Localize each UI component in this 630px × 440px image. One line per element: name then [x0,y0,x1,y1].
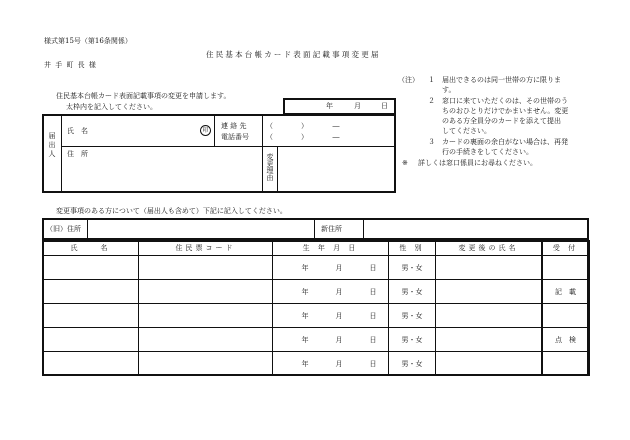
change-reason-field[interactable] [279,148,394,190]
instruction-text: 太枠内を記入してください。 [66,103,157,111]
date-unit-label: 月 [335,263,343,272]
date-day-label: 日 [381,102,388,110]
note-number: ３ [428,138,435,146]
date-unit-label: 日 [369,287,377,296]
date-unit-label: 日 [369,263,377,272]
applicant-side-label: 届出人 [48,132,56,159]
notes-heading: （注） [398,76,419,84]
date-unit-label: 日 [369,335,377,344]
reception-cell: 記 載 [542,280,590,304]
note-line: のある方全員分のカードを添えて提出 [442,117,561,125]
reception-cell: 点 検 [542,328,590,352]
contact-label: 連 絡 先 [221,122,247,130]
address-field[interactable] [100,148,260,190]
note-line: カードの裏面の余白がない場合は、再発 [442,138,568,146]
sex-cell[interactable]: 男・女 [389,352,436,376]
date-month-label: 月 [354,102,361,110]
form-title: 住民基本台帳カード表面記載事項変更届 [206,50,381,59]
addressee: 井 手 町 長 様 [44,61,97,69]
date-box[interactable] [283,98,396,115]
header-resident-code: 住民票コード [139,241,273,256]
header-birthdate: 生 年 月 日 [273,241,389,256]
note-line: 窓口に来ていただくのは、その世帯のう [442,97,568,105]
new-address-field[interactable] [365,220,587,238]
note-item [398,158,593,168]
sex-cell[interactable]: 男・女 [389,280,436,304]
change-reason-label: 変更理由 [266,153,274,181]
form-number: 様式第15号（第16条関係） [44,37,132,45]
header-name: 氏 名 [43,241,139,256]
sex-cell[interactable]: 男・女 [389,256,436,280]
note-number: ２ [428,97,435,105]
note-line: ちのおひとりだけでかまいません。変更 [442,107,569,115]
name-field[interactable] [100,118,213,144]
date-unit-label: 年 [301,335,309,344]
date-unit-label: 月 [335,359,343,368]
intro-text: 住民基本台帳カード表面記載事項の変更を申請します。 [56,92,231,100]
date-unit-label: 月 [335,287,343,296]
note-line: す。 [442,86,456,94]
seal-icon: 印 [200,125,211,136]
header-reception: 受 付 [542,241,590,256]
header-new-name: 変更後の氏名 [436,241,542,256]
date-unit-label: 日 [369,359,377,368]
sex-cell[interactable]: 男・女 [389,304,436,328]
note-number: ※ [402,159,408,167]
new-address-label: 新住所 [321,225,342,233]
header-sex: 性 別 [389,241,436,256]
table-frame [42,240,589,376]
change-instruction: 変更事項のある方について（届出人も含めて）下記に記入してください。 [56,207,287,215]
note-item [398,137,593,157]
address-label: 住 所 [67,150,88,158]
note-line: 届出できるのは同一世帯の方に限りま [442,76,561,84]
date-year-label: 年 [326,102,333,110]
date-unit-label: 年 [301,311,309,320]
date-unit-label: 年 [301,287,309,296]
phone-label: 電話番号 [221,133,249,141]
note-line: 詳しくは窓口係員にお尋ねください。 [418,159,537,167]
note-line: 行の手続きをしてください。 [442,148,533,156]
note-line: してください。 [442,127,491,135]
date-unit-label: 年 [301,359,309,368]
note-item [398,96,593,136]
old-address-field[interactable] [89,220,312,238]
date-unit-label: 月 [335,311,343,320]
date-unit-label: 年 [301,263,309,272]
date-unit-label: 日 [369,311,377,320]
note-number: １ [428,76,435,84]
date-unit-label: 月 [335,335,343,344]
phone-field-2[interactable]: （ ） ― [266,133,340,141]
old-address-label: （旧）住所 [46,225,81,233]
name-label: 氏 名 [67,127,88,135]
note-item [398,75,593,95]
phone-field-1[interactable]: （ ） ― [266,122,340,130]
sex-cell[interactable]: 男・女 [389,328,436,352]
